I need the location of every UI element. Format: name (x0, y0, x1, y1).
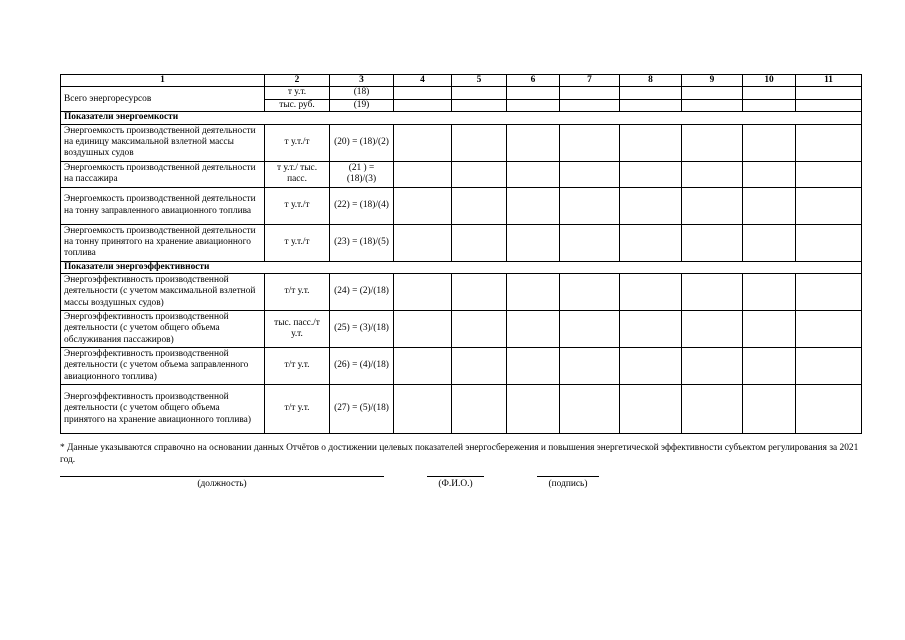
row-formula: (24) = (2)/(18) (330, 274, 394, 311)
signature-line (537, 476, 599, 477)
empty-cell (743, 348, 796, 385)
row-name: Энергоемкость производственной деятельности на единицу максимальной взлетной массы воздушных судов (61, 124, 265, 161)
total-row-tut (61, 87, 862, 99)
section-header-energy-efficiency (61, 261, 862, 273)
empty-cell (394, 224, 452, 261)
empty-cell (620, 87, 682, 99)
empty-cell (507, 385, 560, 434)
empty-cell (682, 187, 743, 224)
column-number-1: 1 (61, 75, 265, 87)
empty-cell (620, 99, 682, 111)
empty-cell (507, 99, 560, 111)
signature-label: (подпись) (548, 479, 588, 489)
column-number-5: 5 (452, 75, 507, 87)
empty-cell (796, 274, 862, 311)
column-number-9: 9 (682, 75, 743, 87)
empty-cell (796, 87, 862, 99)
empty-cell (452, 311, 507, 348)
table-row (61, 348, 862, 385)
empty-cell (560, 311, 620, 348)
column-number-6: 6 (507, 75, 560, 87)
row-name: Энергоемкость производственной деятельности на пассажира (61, 161, 265, 187)
row-formula: (22) = (18)/(4) (330, 187, 394, 224)
empty-cell (743, 311, 796, 348)
table-row (61, 224, 862, 261)
empty-cell (507, 161, 560, 187)
column-number-3: 3 (330, 75, 394, 87)
empty-cell (560, 224, 620, 261)
empty-cell (796, 348, 862, 385)
row-name: Энергоэффективность производственной деятельности (с учетом объема заправленного авиационного топлива) (61, 348, 265, 385)
row-formula: (23) = (18)/(5) (330, 224, 394, 261)
row-formula: (27) = (5)/(18) (330, 385, 394, 434)
row-formula: (21 ) = (18)/(3) (330, 161, 394, 187)
column-number-10: 10 (743, 75, 796, 87)
empty-cell (452, 87, 507, 99)
row-name: Энергоэффективность производственной деятельности (с учетом общего объема принятого на хранение авиационного топлива) (61, 385, 265, 434)
energy-indicators-table (60, 74, 862, 434)
empty-cell (743, 187, 796, 224)
empty-cell (796, 124, 862, 161)
empty-cell (452, 348, 507, 385)
name-label: (Ф.И.О.) (438, 479, 473, 489)
section-title: Показатели энергоэффективности (61, 261, 862, 273)
empty-cell (620, 311, 682, 348)
row-formula: (25) = (3)/(18) (330, 311, 394, 348)
empty-cell (682, 224, 743, 261)
empty-cell (507, 348, 560, 385)
empty-cell (507, 311, 560, 348)
section-title: Показатели энергоемкости (61, 112, 862, 124)
empty-cell (682, 348, 743, 385)
column-number-2: 2 (265, 75, 330, 87)
empty-cell (796, 161, 862, 187)
total-formula-19: (19) (330, 99, 394, 111)
row-unit: т у.т./т (265, 124, 330, 161)
empty-cell (743, 87, 796, 99)
table-row (61, 187, 862, 224)
empty-cell (507, 124, 560, 161)
empty-cell (452, 385, 507, 434)
empty-cell (620, 348, 682, 385)
empty-cell (452, 274, 507, 311)
row-formula: (26) = (4)/(18) (330, 348, 394, 385)
row-name: Энергоемкость производственной деятельности на тонну заправленного авиационного топлива (61, 187, 265, 224)
name-signature-line (427, 476, 484, 477)
empty-cell (394, 187, 452, 224)
empty-cell (620, 274, 682, 311)
row-name: Энергоэффективность производственной деятельности (с учетом общего объема обслуживания пассажиров) (61, 311, 265, 348)
empty-cell (394, 161, 452, 187)
table-row (61, 385, 862, 434)
position-signature-line (60, 476, 384, 477)
empty-cell (743, 224, 796, 261)
empty-cell (743, 161, 796, 187)
table-row (61, 311, 862, 348)
empty-cell (560, 385, 620, 434)
empty-cell (394, 385, 452, 434)
position-label: (должность) (197, 479, 247, 489)
empty-cell (682, 385, 743, 434)
empty-cell (507, 187, 560, 224)
row-unit: т/т у.т. (265, 385, 330, 434)
empty-cell (796, 99, 862, 111)
empty-cell (452, 161, 507, 187)
empty-cell (682, 311, 743, 348)
empty-cell (507, 274, 560, 311)
column-number-4: 4 (394, 75, 452, 87)
empty-cell (394, 274, 452, 311)
empty-cell (796, 311, 862, 348)
column-number-11: 11 (796, 75, 862, 87)
header-row (61, 75, 862, 87)
empty-cell (682, 124, 743, 161)
empty-cell (394, 87, 452, 99)
row-unit: т/т у.т. (265, 274, 330, 311)
empty-cell (507, 224, 560, 261)
empty-cell (394, 348, 452, 385)
row-unit: тыс. пасс./т у.т. (265, 311, 330, 348)
empty-cell (394, 311, 452, 348)
empty-cell (452, 99, 507, 111)
row-name: Энергоэффективность производственной деятельности (с учетом максимальной взлетной массы воздушных судов) (61, 274, 265, 311)
empty-cell (620, 124, 682, 161)
empty-cell (394, 99, 452, 111)
empty-cell (682, 274, 743, 311)
empty-cell (620, 161, 682, 187)
empty-cell (452, 187, 507, 224)
column-number-7: 7 (560, 75, 620, 87)
empty-cell (560, 274, 620, 311)
empty-cell (796, 224, 862, 261)
empty-cell (560, 99, 620, 111)
empty-cell (682, 161, 743, 187)
empty-cell (743, 274, 796, 311)
column-number-8: 8 (620, 75, 682, 87)
table-row (61, 274, 862, 311)
empty-cell (743, 99, 796, 111)
empty-cell (560, 187, 620, 224)
footnote: * Данные указываются справочно на основании данных Отчётов о достижении целевых показателей энергосбережения и повышения энергетической эффективности субъектом регулирования за 2021 год. (60, 443, 859, 465)
total-formula-18: (18) (330, 87, 394, 99)
row-unit: т у.т./ тыс. пасс. (265, 161, 330, 187)
total-label: Всего энергоресурсов (61, 87, 265, 112)
total-unit-tut: т у.т. (265, 87, 330, 99)
empty-cell (620, 224, 682, 261)
empty-cell (682, 99, 743, 111)
row-name: Энергоемкость производственной деятельности на тонну принятого на хранение авиационного топлива (61, 224, 265, 261)
row-unit: т/т у.т. (265, 348, 330, 385)
row-unit: т у.т./т (265, 224, 330, 261)
empty-cell (796, 187, 862, 224)
empty-cell (560, 124, 620, 161)
empty-cell (560, 348, 620, 385)
empty-cell (507, 87, 560, 99)
empty-cell (743, 124, 796, 161)
row-formula: (20) = (18)/(2) (330, 124, 394, 161)
empty-cell (620, 187, 682, 224)
empty-cell (394, 124, 452, 161)
empty-cell (682, 87, 743, 99)
table-row (61, 124, 862, 161)
section-header-energy-intensity (61, 112, 862, 124)
empty-cell (560, 87, 620, 99)
empty-cell (743, 385, 796, 434)
empty-cell (796, 385, 862, 434)
empty-cell (560, 161, 620, 187)
empty-cell (452, 224, 507, 261)
empty-cell (620, 385, 682, 434)
row-unit: т у.т./т (265, 187, 330, 224)
empty-cell (452, 124, 507, 161)
total-unit-rub: тыс. руб. (265, 99, 330, 111)
table-row (61, 161, 862, 187)
